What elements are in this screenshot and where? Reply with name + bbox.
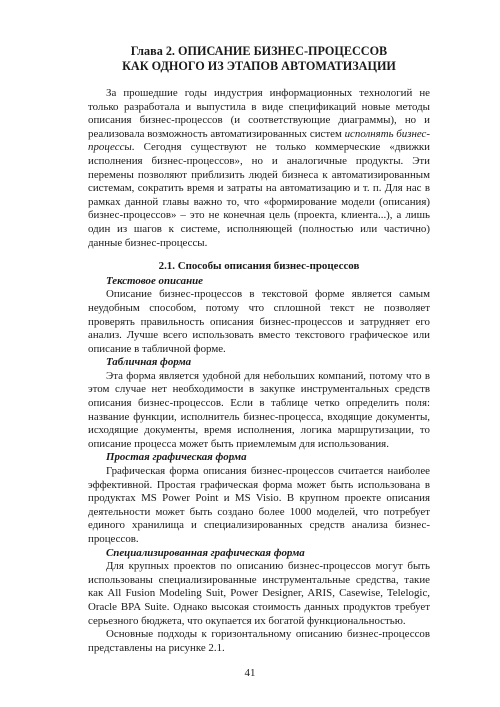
page-number: 41 bbox=[244, 667, 256, 679]
intro-paragraph bbox=[88, 87, 430, 250]
intro-text-part-2: . Сегодня существуют не только коммерческие «движки исполнения бизнес-процессов», но и аналогичные продукты. Эти перемены позволяют приблизить людей бизнеса к автоматизированным системам, сократить время и затраты на автоматизацию и т. п. Для нас в рамках данной главы важно то, что «формирование модели (описания) бизнес-процессов» – это не конечная цель (проекта, клиента...), а лишь один из шагов к системе, исполняющей (полностью или частично) данные бизнес-процессы. bbox=[88, 141, 430, 249]
paragraph-table-form: Эта форма является удобной для небольших компаний, потому что в этом случае нет необходимости в закупке инструментальных средств описания бизнес-процессов. Если в таблице четко определить поля: название функции, исполнитель бизнес-процесса, входящие документы, исходящие документы, время исполнения, логика маршрутизации, то описание процесса может быть приемлемым для использования. bbox=[88, 369, 430, 450]
subheading-text-form: Текстовое описание bbox=[106, 274, 204, 287]
subheading-simple-graphic-form: Простая графическая форма bbox=[106, 451, 247, 464]
chapter-title-line-1: Глава 2. ОПИСАНИЕ БИЗНЕС-ПРОЦЕССОВ bbox=[130, 44, 388, 58]
paragraph-special-graphic-form: Для крупных проектов по описанию бизнес-процессов могут быть использованы специализированные инструментальные средства, такие как All Fusion Modeling Suit, Power Designer, ARIS, Casewise, Telelogic, Oracle BPA Suite. Однако высокая стоимость данных продуктов требует серьезного бюджета, что окупается их богатой функциональностью. bbox=[88, 560, 430, 627]
chapter-title bbox=[88, 44, 430, 74]
paragraph-text-form: Описание бизнес-процессов в текстовой форме является самым неудобным способом, потому что сплошной текст не позволяет проверять правильность описания бизнес-процессов и затрудняет его анализ. Лучше всего использовать вместо текстового графическое или описание в табличной форме. bbox=[88, 288, 430, 355]
chapter-title-line-2: КАК ОДНОГО ИЗ ЭТАПОВ АВТОМАТИЗАЦИИ bbox=[122, 59, 396, 73]
intro-text-part-1: За прошедшие годы индустрия информационных технологий не только разработала и выпустила в виде спецификаций новые методы описания бизнес-процессов (и соответствующие диаграммы), но и реализовала возможность автоматизированных систем bbox=[88, 87, 430, 140]
paragraph-closing: Основные подходы к горизонтальному описанию бизнес-процессов представлены на рисунке 2.1. bbox=[88, 628, 430, 654]
intro-emphasis: исполнять бизнес-процессы bbox=[88, 127, 430, 154]
subheading-special-graphic-form: Специализированная графическая форма bbox=[106, 546, 305, 559]
page-content bbox=[88, 44, 430, 655]
section-heading: 2.1. Способы описания бизнес-процессов bbox=[158, 260, 360, 273]
subheading-table-form: Табличная форма bbox=[106, 356, 192, 369]
paragraph-simple-graphic-form: Графическая форма описания бизнес-процессов считается наиболее эффективной. Простая графическая форма может быть использована в продуктах MS Power Point и MS Visio. В крупном проекте описания деятельности может быть создано более 1000 моделей, что потребует единого хранилища и специализированных средств анализа бизнес-процессов. bbox=[88, 465, 430, 545]
